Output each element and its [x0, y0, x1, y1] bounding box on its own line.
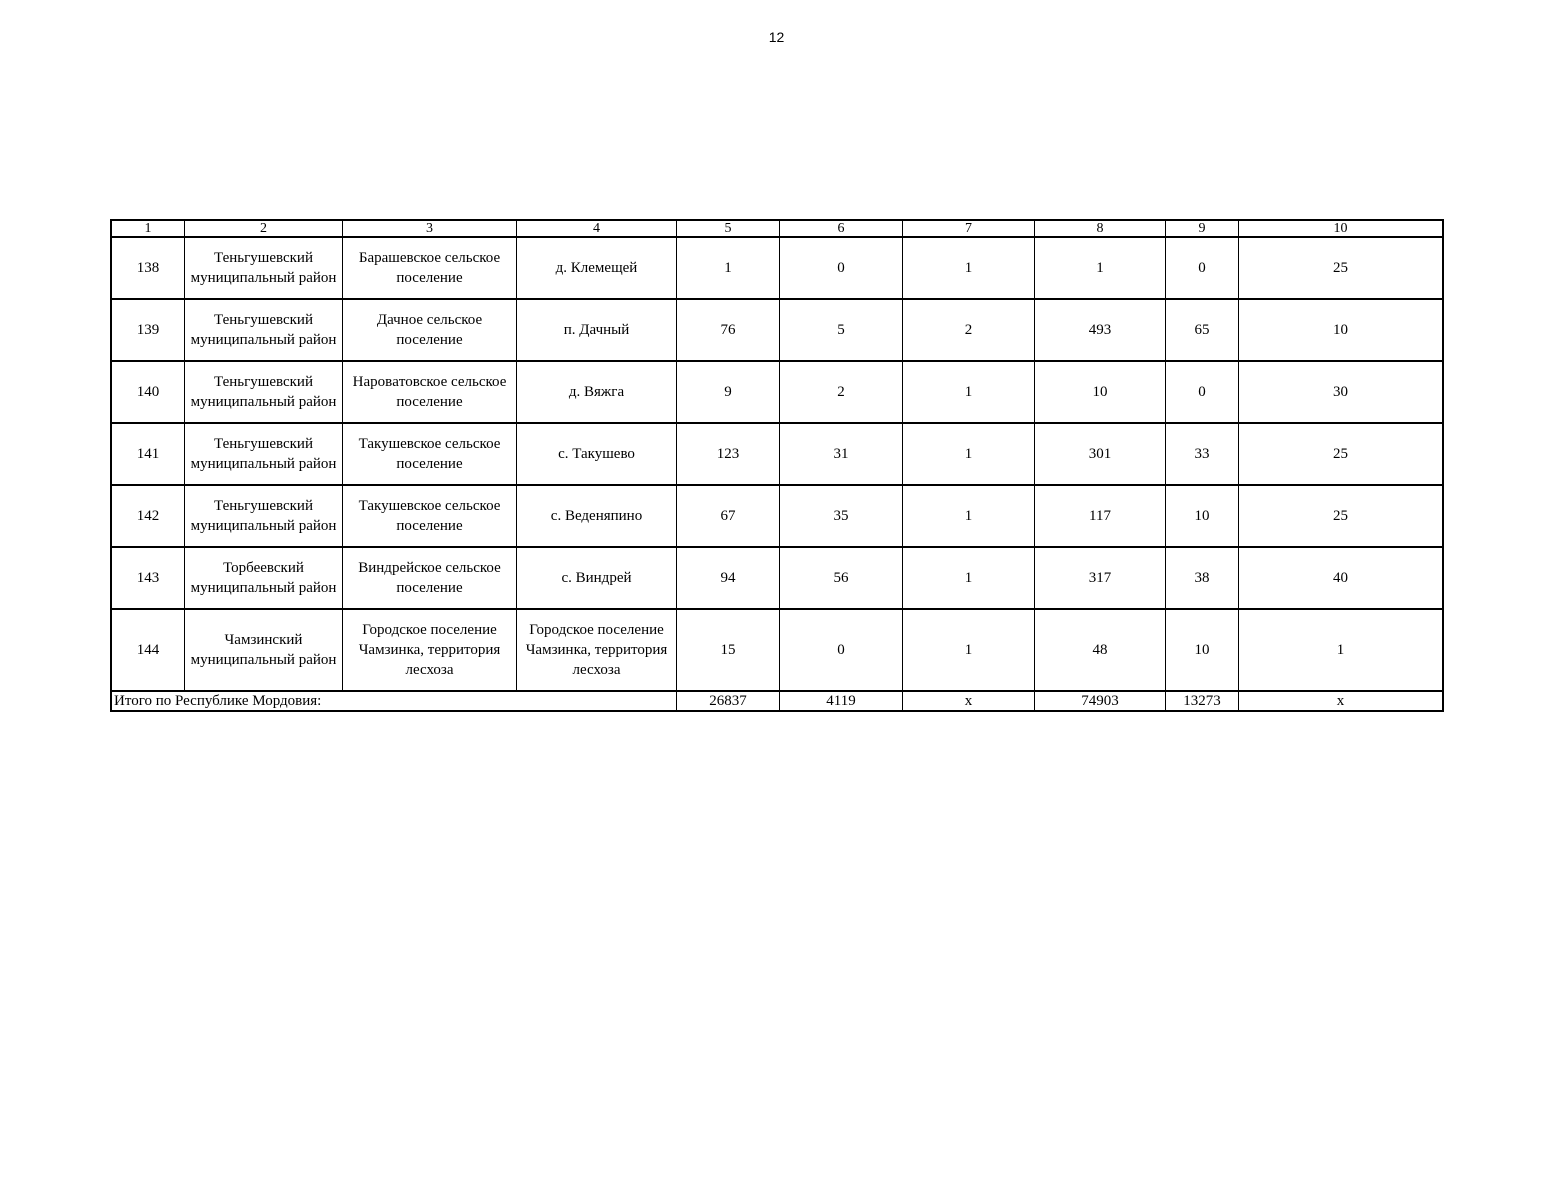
table-cell: 9	[677, 361, 780, 423]
data-table	[111, 220, 1443, 711]
table-cell: 25	[1239, 237, 1443, 299]
column-header: 10	[1239, 221, 1443, 238]
table-cell: Теньгушевский муниципальный район	[185, 361, 343, 423]
table-cell: 35	[780, 485, 903, 547]
table-cell: 140	[112, 361, 185, 423]
total-cell: 4119	[780, 691, 903, 711]
total-cell: х	[1239, 691, 1443, 711]
table-row	[112, 237, 1443, 299]
column-header: 1	[112, 221, 185, 238]
table-row	[112, 547, 1443, 609]
table-row	[112, 485, 1443, 547]
column-header: 6	[780, 221, 903, 238]
table-cell: 0	[780, 609, 903, 691]
table-cell: 141	[112, 423, 185, 485]
table-cell: Виндрейское сельское поселение	[343, 547, 517, 609]
table-cell: 317	[1035, 547, 1166, 609]
total-label: Итого по Республике Мордовия:	[112, 691, 677, 711]
table-cell: Такушевское сельское поселение	[343, 485, 517, 547]
table-cell: 142	[112, 485, 185, 547]
table-cell: 0	[780, 237, 903, 299]
table-cell: Городское поселение Чамзинка, территория лесхоза	[517, 609, 677, 691]
table-cell: Чамзинский муниципальный район	[185, 609, 343, 691]
table-cell: 139	[112, 299, 185, 361]
table-cell: 1	[1239, 609, 1443, 691]
table-cell: п. Дачный	[517, 299, 677, 361]
column-header: 5	[677, 221, 780, 238]
table-cell: 0	[1166, 237, 1239, 299]
column-header: 2	[185, 221, 343, 238]
column-header: 4	[517, 221, 677, 238]
table-cell: 1	[903, 237, 1035, 299]
table-cell: д. Клемещей	[517, 237, 677, 299]
table-cell: 25	[1239, 423, 1443, 485]
total-cell: 74903	[1035, 691, 1166, 711]
table-cell: 1	[903, 485, 1035, 547]
table-cell: 56	[780, 547, 903, 609]
table-cell: 1	[903, 423, 1035, 485]
table-cell: 117	[1035, 485, 1166, 547]
table-cell: 15	[677, 609, 780, 691]
table-cell: с. Веденяпино	[517, 485, 677, 547]
table-cell: 493	[1035, 299, 1166, 361]
table-cell: 1	[1035, 237, 1166, 299]
table-cell: Городское поселение Чамзинка, территория лесхоза	[343, 609, 517, 691]
table-cell: Торбеевский муниципальный район	[185, 547, 343, 609]
table-cell: Такушевское сельское поселение	[343, 423, 517, 485]
header-row	[112, 221, 1443, 238]
table-cell: 5	[780, 299, 903, 361]
column-header: 9	[1166, 221, 1239, 238]
table-cell: д. Вяжга	[517, 361, 677, 423]
table-cell: 143	[112, 547, 185, 609]
total-cell: 13273	[1166, 691, 1239, 711]
table-cell: 1	[903, 547, 1035, 609]
total-cell: х	[903, 691, 1035, 711]
column-header: 3	[343, 221, 517, 238]
table-cell: 30	[1239, 361, 1443, 423]
table-cell: 123	[677, 423, 780, 485]
table-row	[112, 609, 1443, 691]
column-header: 7	[903, 221, 1035, 238]
table-cell: 38	[1166, 547, 1239, 609]
table-cell: 138	[112, 237, 185, 299]
table-cell: 31	[780, 423, 903, 485]
table-cell: 48	[1035, 609, 1166, 691]
table-cell: Теньгушевский муниципальный район	[185, 237, 343, 299]
table-cell: Дачное сельское поселение	[343, 299, 517, 361]
table-cell: Теньгушевский муниципальный район	[185, 423, 343, 485]
table-cell: 0	[1166, 361, 1239, 423]
table-cell: 10	[1166, 485, 1239, 547]
table-cell: 76	[677, 299, 780, 361]
table-cell: 10	[1166, 609, 1239, 691]
page-number: 12	[768, 29, 785, 45]
table-cell: 10	[1239, 299, 1443, 361]
table-cell: 25	[1239, 485, 1443, 547]
table-cell: 1	[903, 361, 1035, 423]
table-row	[112, 361, 1443, 423]
table-cell: 144	[112, 609, 185, 691]
table-cell: Теньгушевский муниципальный район	[185, 485, 343, 547]
table-row	[112, 299, 1443, 361]
table-cell: 40	[1239, 547, 1443, 609]
table-cell: 67	[677, 485, 780, 547]
total-cell: 26837	[677, 691, 780, 711]
table-cell: 301	[1035, 423, 1166, 485]
table-cell: 10	[1035, 361, 1166, 423]
table-cell: 2	[903, 299, 1035, 361]
table-row	[112, 423, 1443, 485]
table-cell: 94	[677, 547, 780, 609]
table-cell: 65	[1166, 299, 1239, 361]
table-cell: Барашевское сельское поселение	[343, 237, 517, 299]
table-cell: 33	[1166, 423, 1239, 485]
table-cell: с. Виндрей	[517, 547, 677, 609]
table-cell: 2	[780, 361, 903, 423]
table-cell: Теньгушевский муниципальный район	[185, 299, 343, 361]
table-cell: Наровaтовское сельское поселение	[343, 361, 517, 423]
total-row	[112, 691, 1443, 711]
table-cell: с. Такушево	[517, 423, 677, 485]
column-header: 8	[1035, 221, 1166, 238]
table-cell: 1	[903, 609, 1035, 691]
table-cell: 1	[677, 237, 780, 299]
